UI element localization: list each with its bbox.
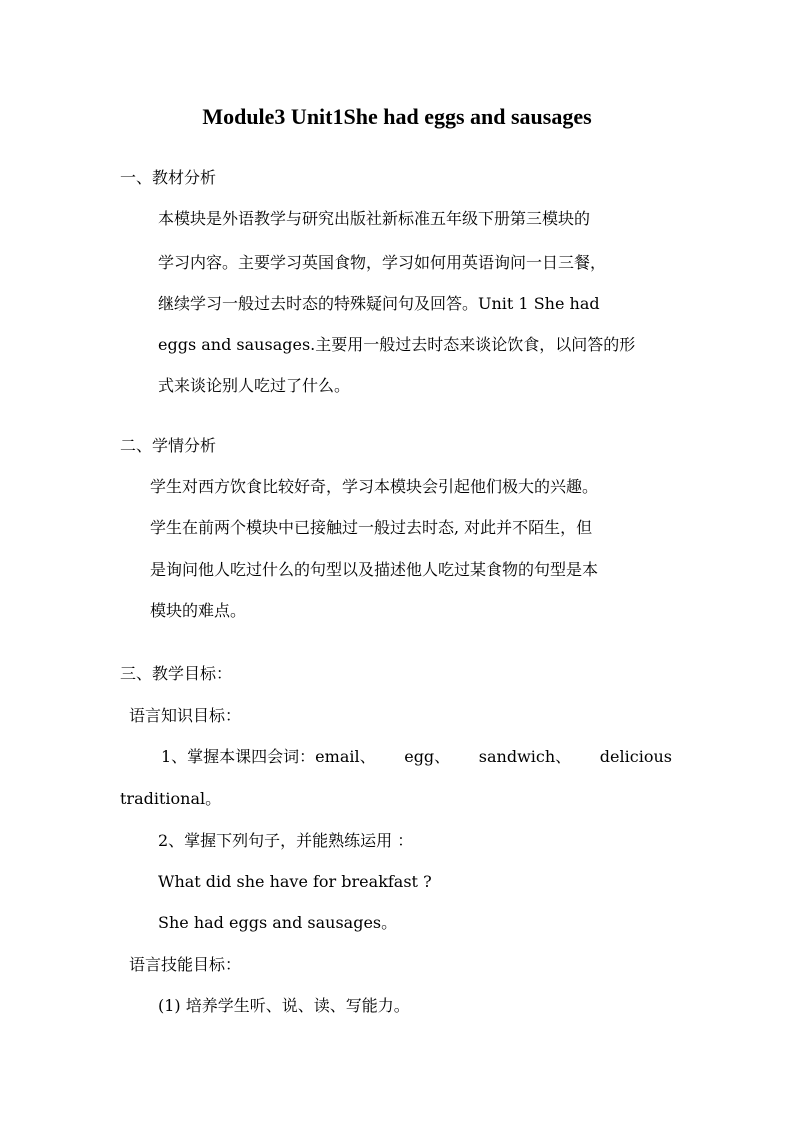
goal-item-2: 2、掌握下列句子，并能熟练运用 ： xyxy=(158,831,414,850)
section2-heading: 二、学情分析 xyxy=(120,436,217,455)
paragraph-line: 继续学习一般过去时态的特殊疑问句及回答。Unit 1 She had xyxy=(158,294,600,313)
goal-item-1-part: sandwich、 xyxy=(478,747,572,766)
goal-item-1-part: delicious xyxy=(599,747,672,766)
section3-heading: 三、教学目标： xyxy=(120,664,233,683)
page-title: Module3 Unit1She had eggs and sausages xyxy=(202,104,592,129)
paragraph-line: eggs and sausages.主要用一般过去时态来谈论饮食，以问答的形 xyxy=(158,335,636,354)
section1-heading: 一、教材分析 xyxy=(120,168,217,187)
paragraph-line: 是询问他人吃过什么的句型以及描述他人吃过某食物的句型是本 xyxy=(150,560,599,579)
paragraph-line: 本模块是外语教学与研究出版社新标准五年级下册第三模块的 xyxy=(158,209,591,228)
paragraph-line: 学生对西方饮食比较好奇，学习本模块会引起他们极大的兴趣。 xyxy=(150,477,599,496)
knowledge-goals-label: 语言知识目标： xyxy=(129,706,242,725)
goal-item-1-continuation: traditional。 xyxy=(120,789,222,808)
paragraph-line: 学生在前两个模块中已接触过一般过去时态, 对此并不陌生，但 xyxy=(150,518,593,537)
example-sentence: What did she have for breakfast ? xyxy=(158,872,432,891)
goal-item-1 xyxy=(161,747,672,767)
goal-item-1-part: 1、掌握本课四会词：email、 xyxy=(161,747,376,766)
paragraph-line: 学习内容。主要学习英国食物，学习如何用英语询问一日三餐， xyxy=(158,253,607,272)
example-sentence: She had eggs and sausages。 xyxy=(158,913,398,932)
skill-goals-label: 语言技能目标： xyxy=(129,955,242,974)
paragraph-line: 模块的难点。 xyxy=(150,601,247,620)
skill-item-1: (1) 培养学生听、说、读、写能力。 xyxy=(158,996,410,1015)
paragraph-line: 式来谈论别人吃过了什么。 xyxy=(158,376,351,395)
goal-item-1-part: egg、 xyxy=(404,747,451,766)
